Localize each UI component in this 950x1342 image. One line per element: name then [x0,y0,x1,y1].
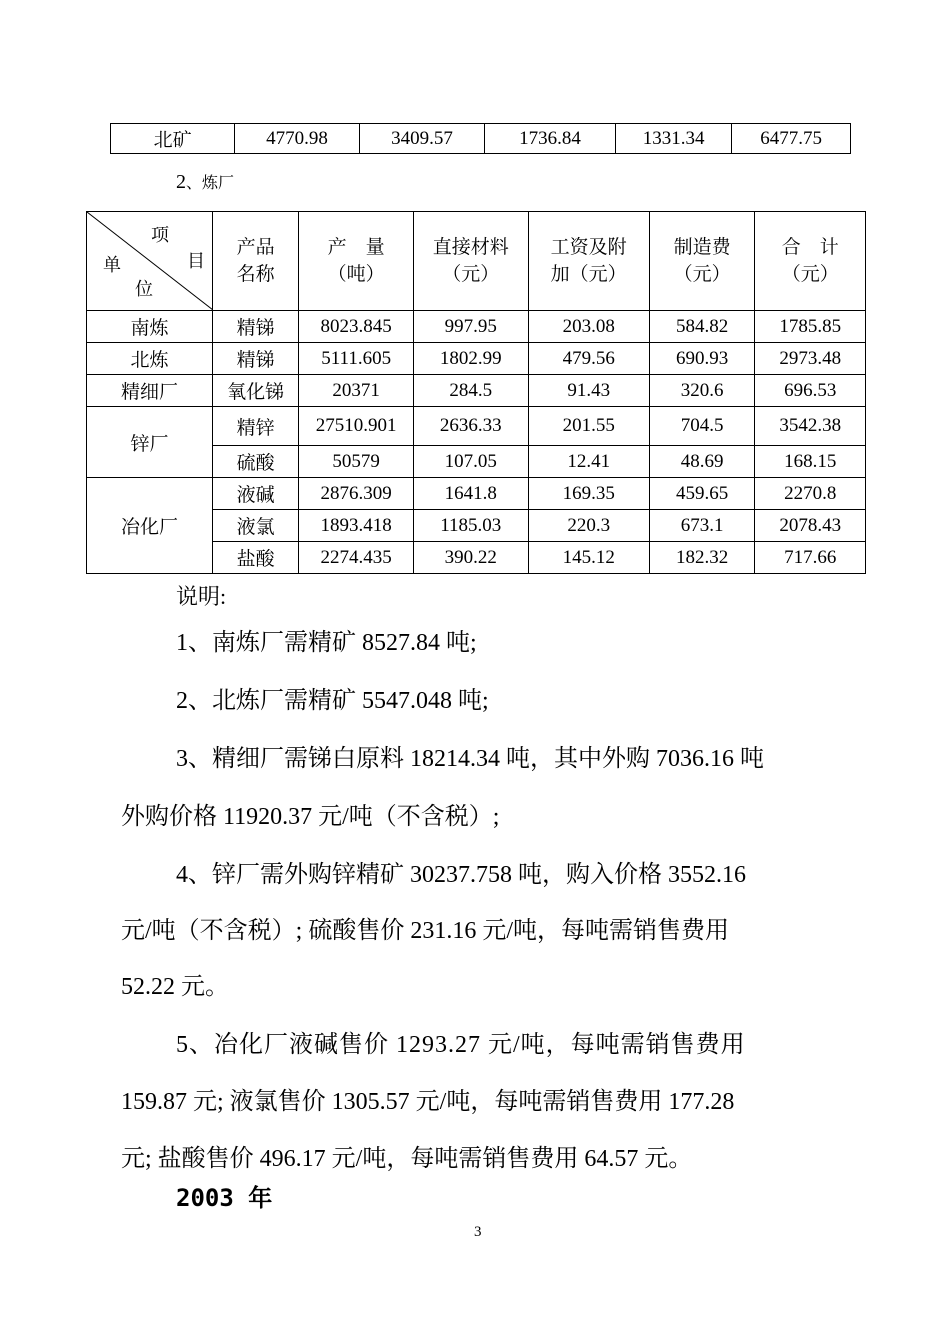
note-line-5: 5、冶化厂液碱售价 1293.27 元/吨，每吨需销售费用 [176,1032,746,1058]
table-cell: 182.32 [649,542,755,574]
section-number: 2 [176,171,186,193]
unit-cell: 北炼 [87,343,213,375]
note-line-4-cont: 元/吨（不含税）; 硫酸售价 231.16 元/吨，每吨需销售费用 [121,918,730,944]
table-cell: 盐酸 [212,542,298,574]
table-cell: 145.12 [528,542,649,574]
page-number: 3 [474,1224,482,1240]
table-row [87,375,866,407]
table-cell: 584.82 [649,311,755,343]
table-cell: 氧化锑 [212,375,298,407]
table-cell: 717.66 [755,542,866,574]
table-cell: 精锑 [212,343,298,375]
table-cell: 6477.75 [732,124,851,154]
notes-title: 说明: [176,584,227,609]
table-cell: 精锑 [212,311,298,343]
note-line-2: 2、北炼厂需精矿 5547.048 吨; [176,688,489,714]
table-cell: 696.53 [755,375,866,407]
table-cell: 673.1 [649,510,755,542]
diagonal-header-cell [87,212,213,311]
table-header-row [87,212,866,311]
table-cell: 1893.418 [299,510,414,542]
cost-table [86,211,866,574]
table-cell: 液氯 [212,510,298,542]
table-cell: 2270.8 [755,478,866,510]
table-cell: 1331.34 [615,124,732,154]
table-cell: 2636.33 [414,407,529,446]
note-line-5-end: 元; 盐酸售价 496.17 元/吨，每吨需销售费用 64.57 元。 [121,1146,693,1172]
table-cell: 硫酸 [212,446,298,478]
table-row [87,311,866,343]
table-row [87,478,866,510]
corner-label-unit: 单 [103,255,121,275]
table-cell: 1802.99 [414,343,529,375]
corner-label-item: 项 [151,225,169,245]
table-cell: 169.35 [528,478,649,510]
table-cell: 107.05 [414,446,529,478]
table-cell: 1736.84 [485,124,615,154]
table-cell: 284.5 [414,375,529,407]
section-title: 炼厂 [202,175,235,192]
table-cell: 2078.43 [755,510,866,542]
table-cell: 48.69 [649,446,755,478]
corner-label-wei: 位 [135,279,153,299]
header-wages: 工资及附 加（元） [528,212,649,311]
note-line-5-cont: 159.87 元; 液氯售价 1305.57 元/吨，每吨需销售费用 177.28 [121,1089,735,1115]
table-cell: 27510.901 [299,407,414,446]
header-output: 产 量 （吨） [299,212,414,311]
table-cell: 2876.309 [299,478,414,510]
table-cell: 8023.845 [299,311,414,343]
header-direct-material: 直接材料 （元） [414,212,529,311]
table-cell: 690.93 [649,343,755,375]
table-row [87,343,866,375]
table-cell: 5111.605 [299,343,414,375]
table-cell: 201.55 [528,407,649,446]
unit-cell: 锌厂 [87,407,213,478]
note-line-3-cont: 外购价格 11920.37 元/吨（不含税）; [121,804,500,830]
table-cell: 997.95 [414,311,529,343]
table-cell: 390.22 [414,542,529,574]
unit-cell: 精细厂 [87,375,213,407]
table-cell: 12.41 [528,446,649,478]
note-line-3: 3、精细厂需锑白原料 18214.34 吨，其中外购 7036.16 吨 [176,746,764,772]
table-cell: 4770.98 [235,124,360,154]
table-row [111,124,851,154]
table-cell: 479.56 [528,343,649,375]
table-cell: 459.65 [649,478,755,510]
table-cell: 2274.435 [299,542,414,574]
table-cell: 220.3 [528,510,649,542]
table-cell: 1785.85 [755,311,866,343]
corner-label-mu: 目 [187,251,205,271]
header-total: 合 计 （元） [755,212,866,311]
note-line-4-end: 52.22 元。 [121,974,229,1000]
section-heading [176,170,234,194]
table-cell: 精锌 [212,407,298,446]
table-row [87,407,866,446]
table-cell: 北矿 [111,124,235,154]
section-separator: 、 [186,175,203,192]
table-cell: 203.08 [528,311,649,343]
header-manufacturing: 制造费 （元） [649,212,755,311]
table-cell: 3409.57 [359,124,485,154]
unit-cell: 冶化厂 [87,478,213,574]
unit-cell: 南炼 [87,311,213,343]
table-cell: 2973.48 [755,343,866,375]
year-heading: 2003 年 [176,1184,273,1212]
table-cell: 168.15 [755,446,866,478]
note-line-4: 4、锌厂需外购锌精矿 30237.758 吨，购入价格 3552.16 [176,862,746,888]
table-cell: 1641.8 [414,478,529,510]
table-cell: 50579 [299,446,414,478]
header-product: 产品 名称 [212,212,298,311]
table-cell: 20371 [299,375,414,407]
table-cell: 1185.03 [414,510,529,542]
table-cell: 3542.38 [755,407,866,446]
table-cell: 704.5 [649,407,755,446]
table-cell: 91.43 [528,375,649,407]
table-cell: 320.6 [649,375,755,407]
table-cell: 液碱 [212,478,298,510]
note-line-1: 1、南炼厂需精矿 8527.84 吨; [176,630,477,656]
top-table [110,123,851,154]
